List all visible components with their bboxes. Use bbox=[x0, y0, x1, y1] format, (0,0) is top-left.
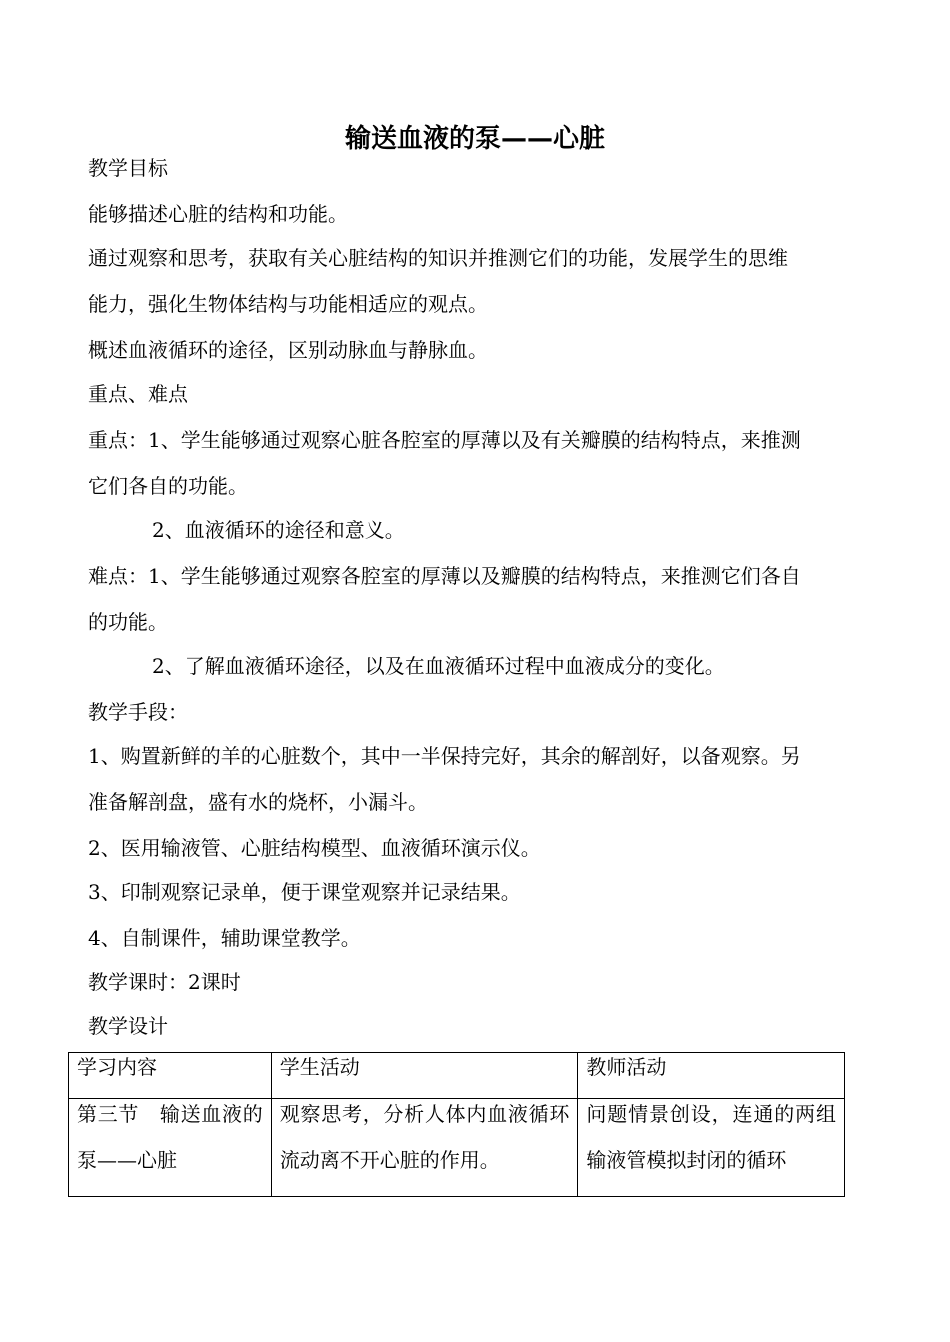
goal-2-line-2: 能力，强化生物体结构与功能相适应的观点。 bbox=[88, 292, 488, 316]
difficulty-1-line-2: 的功能。 bbox=[88, 610, 168, 634]
key-point-1-line-2: 它们各自的功能。 bbox=[88, 474, 248, 498]
means-1-line-1: 1、购置新鲜的羊的心脏数个，其中一半保持完好，其余的解剖好，以备观察。另 bbox=[88, 744, 801, 768]
table-cell-text: 第三节 输送血液的泵——心脏 bbox=[77, 1102, 263, 1172]
table-row bbox=[69, 1099, 845, 1197]
means-4: 4、自制课件，辅助课堂教学。 bbox=[88, 926, 361, 950]
heading-goals: 教学目标 bbox=[88, 156, 168, 180]
table-cell-text: 问题情景创设，连通的两组输液管模拟封闭的循环 bbox=[586, 1102, 836, 1172]
table-header-cell: 教师活动 bbox=[578, 1053, 845, 1099]
goal-1: 能够描述心脏的结构和功能。 bbox=[88, 202, 348, 226]
difficulty-2: 2、了解血液循环途径，以及在血液循环过程中血液成分的变化。 bbox=[152, 654, 725, 678]
table-header-cell: 学生活动 bbox=[271, 1053, 578, 1099]
document-title: 输送血液的泵——心脏 bbox=[344, 124, 605, 154]
heading-teaching-means: 教学手段： bbox=[88, 700, 188, 724]
teaching-hours: 教学课时：2课时 bbox=[88, 970, 241, 994]
table-cell bbox=[69, 1099, 272, 1197]
means-3: 3、印制观察记录单，便于课堂观察并记录结果。 bbox=[88, 880, 521, 904]
difficulty-1-line-1: 难点：1、学生能够通过观察各腔室的厚薄以及瓣膜的结构特点，来推测它们各自 bbox=[88, 564, 801, 588]
teaching-design-table bbox=[68, 1052, 845, 1197]
table-cell bbox=[271, 1099, 578, 1197]
key-point-2: 2、血液循环的途径和意义。 bbox=[152, 518, 405, 542]
means-1-line-2: 准备解剖盘，盛有水的烧杯，小漏斗。 bbox=[88, 790, 428, 814]
means-2: 2、医用输液管、心脏结构模型、血液循环演示仪。 bbox=[88, 836, 541, 860]
table-header-cell: 学习内容 bbox=[69, 1053, 272, 1099]
goal-3: 概述血液循环的途径，区别动脉血与静脉血。 bbox=[88, 338, 488, 362]
goal-2-line-1: 通过观察和思考，获取有关心脏结构的知识并推测它们的功能，发展学生的思维 bbox=[88, 246, 788, 270]
heading-key-points: 重点、难点 bbox=[88, 382, 188, 406]
key-point-1-line-1: 重点：1、学生能够通过观察心脏各腔室的厚薄以及有关瓣膜的结构特点，来推测 bbox=[88, 428, 801, 452]
table-cell bbox=[578, 1099, 845, 1197]
heading-teaching-design: 教学设计 bbox=[88, 1014, 168, 1038]
table-cell-text: 观察思考，分析人体内血液循环流动离不开心脏的作用。 bbox=[279, 1102, 570, 1172]
